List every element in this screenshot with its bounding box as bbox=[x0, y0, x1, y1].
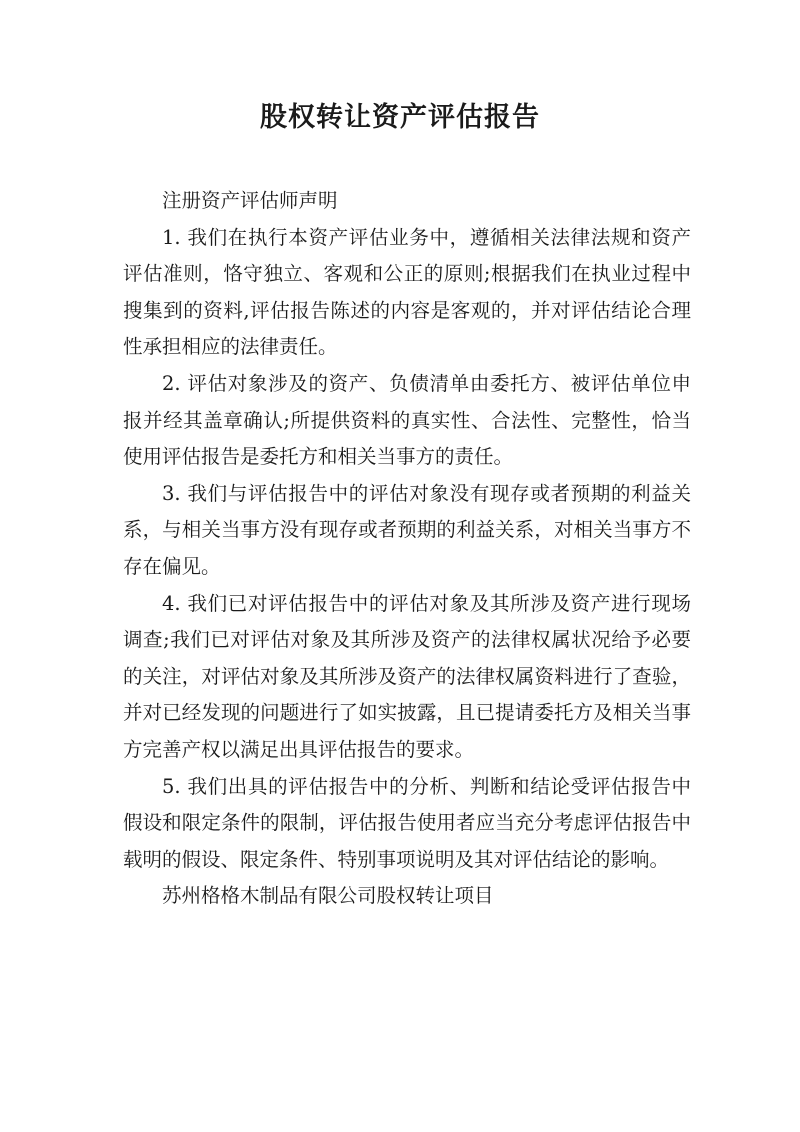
statement-paragraph-5: 5. 我们出具的评估报告中的分析、判断和结论受评估报告中假设和限定条件的限制，评估报告使用者应当充分考虑评估报告中载明的假设、限定条件、特别事项说明及其对评估结论的影响。 bbox=[123, 774, 691, 871]
statement-paragraph-3: 3. 我们与评估报告中的评估对象没有现存或者预期的利益关系，与相关当事方没有现存或者预期的利益关系，对相关当事方不存在偏见。 bbox=[123, 481, 691, 578]
section-heading: 注册资产评估师声明 bbox=[162, 189, 338, 212]
document-body bbox=[123, 183, 691, 915]
statement-paragraph-4: 4. 我们已对评估报告中的评估对象及其所涉及资产进行现场调查;我们已对评估对象及其所涉及资产的法律权属状况给予必要的关注，对评估对象及其所涉及资产的法律权属资料进行了查验，并对已经发现的问题进行了如实披露，且已提请委托方及相关当事方完善产权以满足出具评估报告的要求。 bbox=[123, 591, 691, 761]
statement-paragraph-2: 2. 评估对象涉及的资产、负债清单由委托方、被评估单位申报并经其盖章确认;所提供资料的真实性、合法性、完整性，恰当使用评估报告是委托方和相关当事方的责任。 bbox=[123, 371, 691, 469]
project-line: 苏州格格木制品有限公司股权转让项目 bbox=[162, 884, 494, 908]
page-title: 股权转让资产评估报告 bbox=[260, 102, 540, 133]
statement-paragraph-1: 1. 我们在执行本资产评估业务中，遵循相关法律法规和资产评估准则，恪守独立、客观和公正的原则;根据我们在执业过程中搜集到的资料,评估报告陈述的内容是客观的，并对评估结论合理性承担相应的法律责任。 bbox=[123, 225, 691, 359]
